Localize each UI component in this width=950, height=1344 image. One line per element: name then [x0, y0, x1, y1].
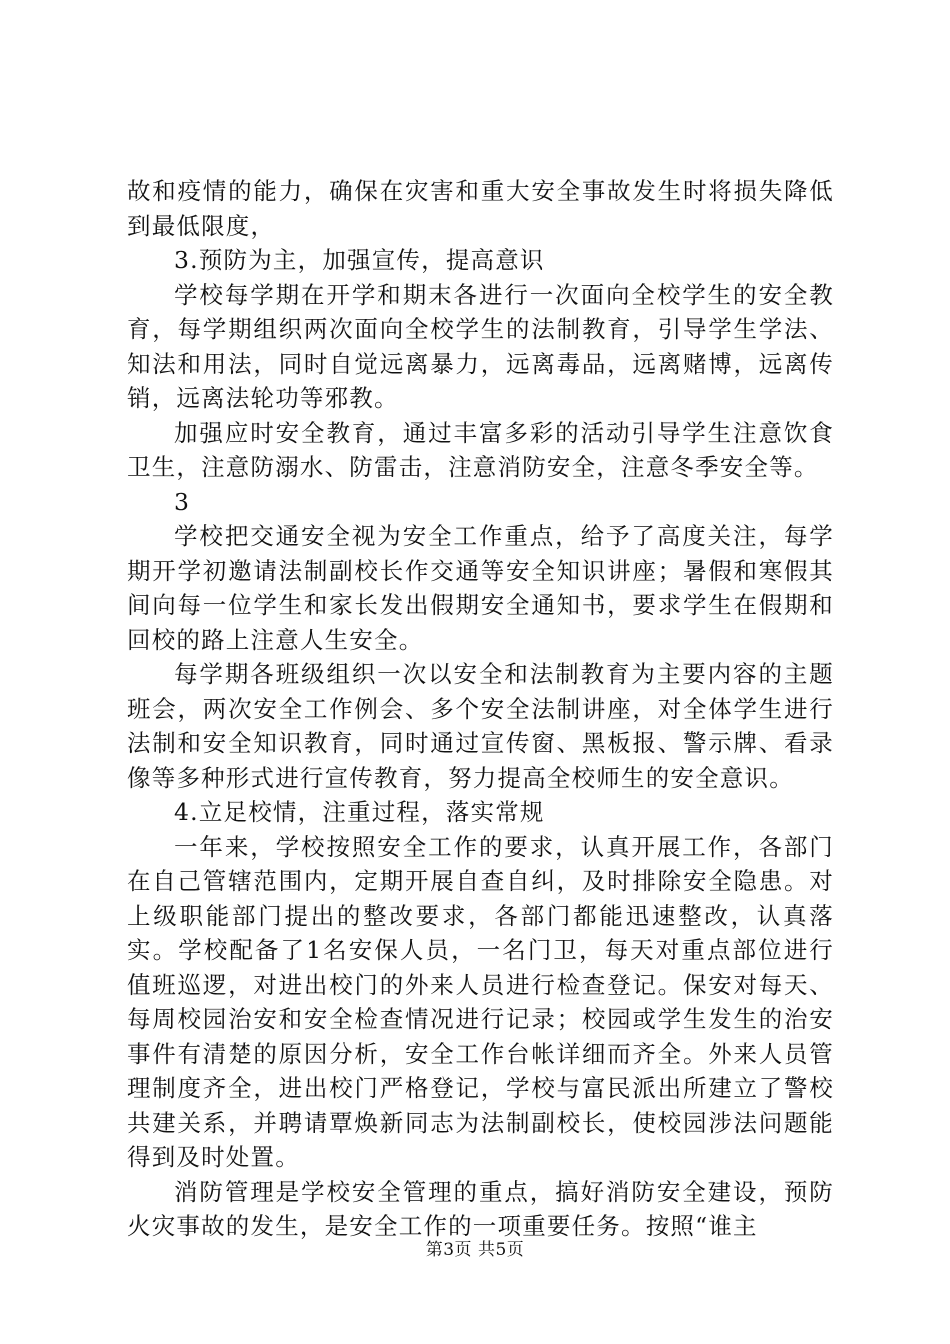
paragraph: 消防管理是学校安全管理的重点，搞好消防安全建设，预防火灾事故的发生，是安全工作的一项重要任务。按照“谁主 — [127, 1177, 834, 1240]
section-heading-3: 3.预防为主，加强宣传，提高意识 — [174, 246, 545, 274]
stray-number: 3 — [174, 487, 191, 516]
paragraph: 一年来，学校按照安全工作的要求，认真开展工作，各部门在自己管辖范围内，定期开展自查自纠，及时排除安全隐患。对上级职能部门提出的整改要求，各部门都能迅速整改，认真落实。学校配备了1名安保人员，一名门卫，每天对重点部位进行值班巡逻，对进出校门的外来人员进行检查登记。保安对每天、每周校园治安和安全检查情况进行记录；校园或学生发生的治安事件有清楚的原因分析，安全工作台帐详细而齐全。外来人员管理制度齐全，进出校门严格登记，学校与富民派出所建立了警校共建关系，并聘请覃焕新同志为法制副校长，使校园涉法问题能得到及时处置。 — [127, 832, 834, 1171]
section-heading-4: 4.立足校情，注重过程，落实常规 — [174, 798, 545, 826]
paragraph: 学校把交通安全视为安全工作重点，给予了高度关注，每学期开学初邀请法制副校长作交通等安全知识讲座；暑假和寒假其间向每一位学生和家长发出假期安全通知书，要求学生在假期和回校的路上注意人生安全。 — [127, 522, 834, 654]
page-footer: 第3页 共5页 — [425, 1240, 525, 1260]
paragraph: 学校每学期在开学和期末各进行一次面向全校学生的安全教育，每学期组织两次面向全校学生的法制教育，引导学生学法、知法和用法，同时自觉远离暴力，远离毒品，远离赌博，远离传销，远离法轮功等邪教。 — [127, 280, 834, 412]
paragraph: 加强应时安全教育，通过丰富多彩的活动引导学生注意饮食卫生，注意防溺水、防雷击，注意消防安全，注意冬季安全等。 — [127, 418, 834, 481]
paragraph-continuation: 故和疫情的能力，确保在灾害和重大安全事故发生时将损失降低到最低限度， — [127, 177, 834, 240]
document-body — [127, 174, 834, 1244]
paragraph: 每学期各班级组织一次以安全和法制教育为主要内容的主题班会，两次安全工作例会、多个安全法制讲座，对全体学生进行法制和安全知识教育，同时通过宣传窗、黑板报、警示牌、看录像等多种形式进行宣传教育，努力提高全校师生的安全意识。 — [127, 660, 834, 792]
